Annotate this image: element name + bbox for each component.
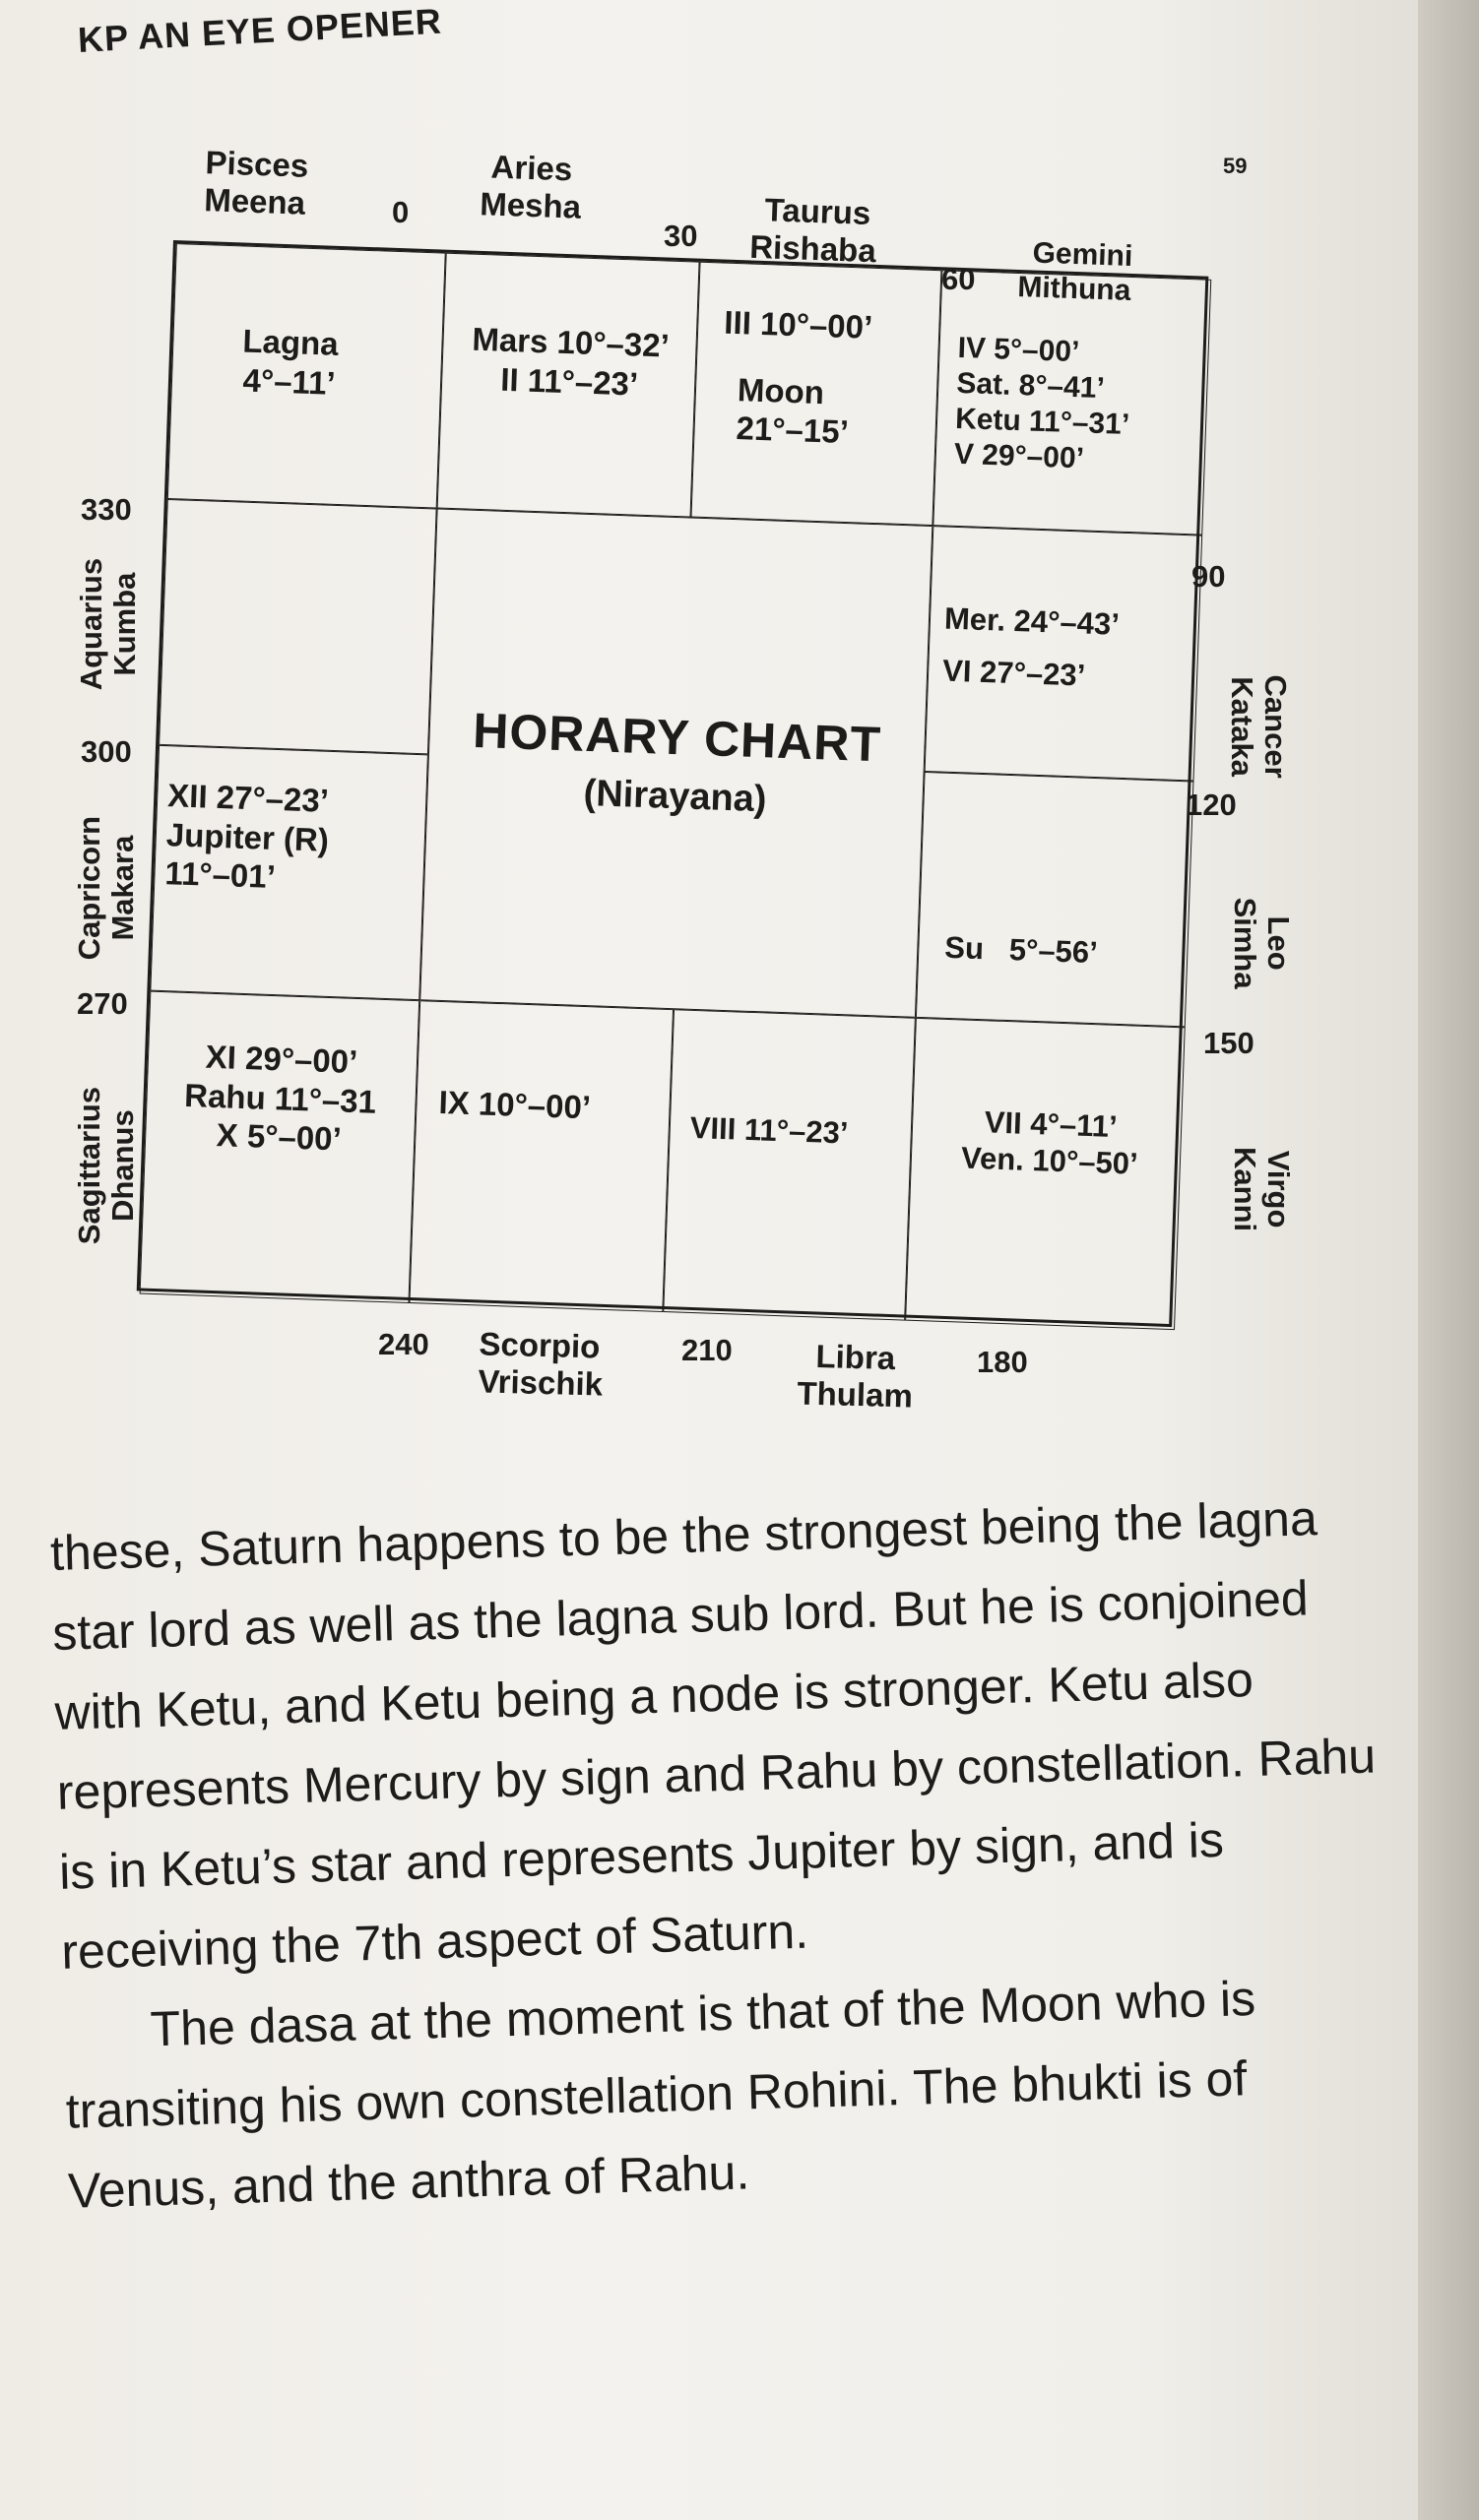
cell-line: Ven. 10°–50’ <box>960 1140 1139 1181</box>
sign-sanskrit: Vrischik <box>478 1362 604 1403</box>
house-sagittarius <box>140 991 420 1303</box>
degree-30: 30 <box>664 219 698 253</box>
house-leo <box>916 772 1194 1027</box>
sign-english: Virgo <box>1261 1150 1297 1228</box>
house-capricorn <box>150 745 428 1000</box>
house-aquarius <box>159 499 437 754</box>
sign-label-pisces <box>204 144 309 221</box>
cell-line: 11°–01’ <box>163 854 277 896</box>
degree-300: 300 <box>81 734 132 769</box>
cell-line: II 11°–23’ <box>499 360 639 403</box>
page-edge <box>1418 0 1479 2520</box>
chart-title: HORARY CHART <box>472 702 882 772</box>
sign-english: Scorpio <box>479 1325 601 1365</box>
sign-english: Leo <box>1261 915 1297 971</box>
cell-line: XI 29°–00’ <box>205 1038 358 1081</box>
sign-english: Taurus <box>764 191 871 232</box>
sign-english: Gemini <box>1032 236 1133 274</box>
cell-line: V 29°–00’ <box>953 437 1085 475</box>
sign-label-cancer <box>1225 628 1292 825</box>
sign-label-scorpio <box>478 1325 605 1403</box>
sign-english: Capricorn <box>71 815 106 961</box>
degree-210: 210 <box>681 1333 733 1367</box>
sign-sanskrit: Makara <box>105 835 140 941</box>
sign-english: Sagittarius <box>71 1086 106 1245</box>
cell-line: 21°–15’ <box>736 410 850 451</box>
sign-label-leo <box>1228 859 1295 1027</box>
horary-chart <box>137 240 1209 1327</box>
sign-sanskrit: Meena <box>203 181 306 221</box>
sign-label-aries <box>480 148 583 225</box>
cell-line: IV 5°–00’ <box>957 331 1080 369</box>
cell-line: Lagna <box>241 322 340 362</box>
sign-label-sagittarius <box>73 1038 140 1293</box>
house-aries <box>437 253 700 518</box>
chart-grid <box>137 240 1209 1327</box>
sign-english: Aquarius <box>73 557 108 691</box>
degree-0: 0 <box>392 195 410 229</box>
chart-subtitle: (Nirayana) <box>583 772 768 820</box>
sign-sanskrit: Simha <box>1228 897 1262 989</box>
sign-label-virgo <box>1228 1105 1295 1273</box>
sign-sanskrit: Dhanus <box>105 1109 140 1222</box>
cell-line: Sat. 8°–41’ <box>955 366 1106 406</box>
house-gemini <box>932 270 1211 535</box>
cell-line: Ketu 11°–31’ <box>954 402 1130 441</box>
house-taurus <box>690 262 941 526</box>
sign-english: Aries <box>490 148 573 188</box>
sign-sanskrit: Mithuna <box>1016 270 1131 307</box>
degree-180: 180 <box>977 1345 1028 1379</box>
house-pisces <box>167 243 446 508</box>
sign-sanskrit: Kanni <box>1228 1147 1262 1232</box>
chart-center <box>419 509 932 1018</box>
degree-90: 90 <box>1191 559 1226 594</box>
house-virgo <box>905 1018 1186 1330</box>
degree-270: 270 <box>77 986 128 1021</box>
sign-label-libra <box>797 1337 914 1415</box>
cell-line: 4°–11’ <box>242 361 337 402</box>
body-text <box>49 1477 1398 2231</box>
cell-line: XII 27°–23’ <box>166 777 330 819</box>
sign-sanskrit: Rishaba <box>748 227 877 270</box>
degree-150: 150 <box>1203 1026 1254 1060</box>
cell-line: IX 10°–00’ <box>437 1083 592 1126</box>
degree-60: 60 <box>941 262 976 296</box>
sign-english: Libra <box>815 1337 896 1377</box>
cell-line: Rahu 11°–31 <box>183 1076 377 1120</box>
cell-line: Su 5°–56’ <box>943 930 1099 971</box>
cell-line: VI 27°–23’ <box>941 653 1086 693</box>
sign-sanskrit: Kumba <box>107 572 142 676</box>
cell-line: X 5°–00’ <box>216 1116 343 1158</box>
house-cancer <box>925 526 1203 781</box>
paragraph: these, Saturn happens to be the strongest being the lagna star lord as well as the lagna sub lord. But he is conjoined with Ketu, and Ketu being a node is stronger. Ketu also represents Mercury by sign and Rahu by constellation. Rahu is in Ketu’s star and represents Jupiter by sign, and is receiving the 7th aspect of Saturn. <box>49 1490 1377 1980</box>
sign-sanskrit: Mesha <box>479 185 582 225</box>
sign-english: Pisces <box>205 144 309 184</box>
sign-english: Cancer <box>1258 674 1294 779</box>
cell-line: VIII 11°–23’ <box>689 1109 850 1151</box>
cell-line: Jupiter (R) <box>165 815 330 858</box>
cell-line: Moon <box>737 370 825 410</box>
paragraph: The dasa at the moment is that of the Moon who is transiting his own constellation Rohini. The bhukti is of Venus, and the anthra of Rahu. <box>65 1970 1256 2219</box>
page-number: 59 <box>1223 154 1248 178</box>
sign-sanskrit: Kataka <box>1225 676 1259 777</box>
cell-line: III 10°–00’ <box>723 303 873 346</box>
cell-line: VII 4°–11’ <box>984 1104 1119 1144</box>
cell-line: Mars 10°–32’ <box>471 320 671 364</box>
degree-240: 240 <box>378 1327 429 1361</box>
cell-line: Mer. 24°–43’ <box>943 600 1121 642</box>
sign-label-capricorn <box>73 760 140 1016</box>
house-scorpio <box>409 1000 674 1312</box>
house-libra <box>663 1009 916 1320</box>
running-head: KP AN EYE OPENER <box>77 0 443 60</box>
sign-label-taurus <box>749 191 878 270</box>
sign-label-aquarius <box>75 506 142 742</box>
degree-330: 330 <box>81 492 132 527</box>
degree-120: 120 <box>1186 788 1237 822</box>
sign-sanskrit: Thulam <box>797 1374 914 1415</box>
